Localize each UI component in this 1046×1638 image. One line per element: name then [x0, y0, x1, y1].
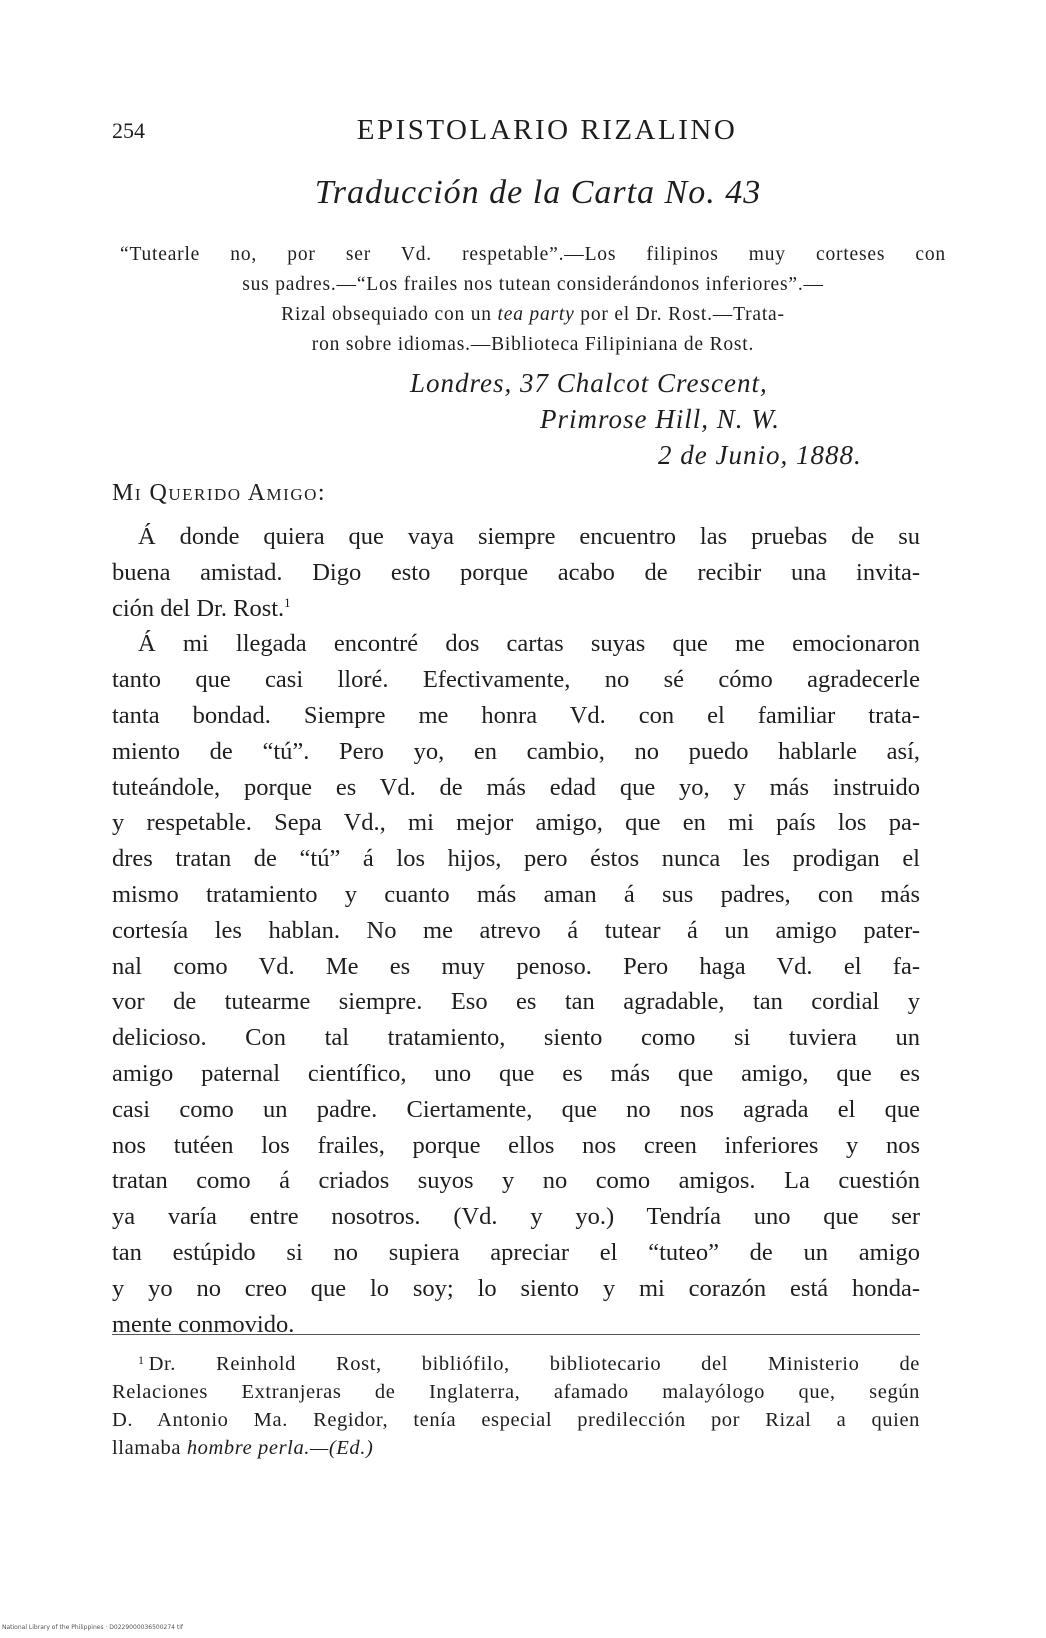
footnote-divider	[112, 1334, 920, 1335]
body-line: vor de tutearme siempre. Eso es tan agradable, tan cordial y	[112, 988, 920, 1016]
paragraph-2	[112, 626, 920, 1342]
letter-title: Traducción de la Carta No. 43	[314, 174, 762, 211]
body-line: mente conmovido.	[112, 1310, 295, 1338]
summary-line: “Tutearle no, por ser Vd. respetable”.—Los filipinos muy corteses con	[120, 244, 946, 265]
footnote	[112, 1346, 920, 1462]
body-line: casi como un padre. Ciertamente, que no nos agrada el que	[112, 1095, 920, 1123]
footnote-line: D. Antonio Ma. Regidor, tenía especial predilección por Rizal a quien	[112, 1409, 920, 1431]
body-line: cortesía les hablan. No me atrevo á tutear á un amigo pater-	[112, 916, 920, 944]
summary-line: sus padres.—“Los frailes nos tutean considerándonos inferiores”.—	[242, 274, 824, 295]
body-line: amigo paternal científico, uno que es más que amigo, que es	[112, 1059, 920, 1087]
body-line: nal como Vd. Me es muy penoso. Pero haga Vd. el fa-	[112, 952, 920, 980]
body-line: y respetable. Sepa Vd., mi mejor amigo, que en mi país los pa-	[112, 809, 920, 837]
date-line: 2 de Junio, 1888.	[658, 440, 862, 470]
body-line: Á donde quiera que vaya siempre encuentro las pruebas de su	[138, 523, 920, 550]
tea-party-phrase: tea party	[497, 304, 575, 325]
body-line: mismo tratamiento y cuanto más aman á sus padres, con más	[112, 880, 920, 908]
page-number: 254	[112, 118, 145, 143]
body-line: ya varía entre nosotros. (Vd. y yo.) Tendría uno que ser	[112, 1203, 920, 1231]
page-header	[112, 114, 952, 154]
footnote-mark: 1	[138, 1353, 145, 1367]
summary-line: ron sobre idiomas.—Biblioteca Filipiniana de Rost.	[311, 334, 755, 355]
body-line: tanta bondad. Siempre me honra Vd. con el familiar trata-	[112, 701, 920, 729]
scan-imprint: National Library of the Philippines · D0229000036500274 tif	[2, 1624, 184, 1631]
body-line: tan estúpido si no supiera apreciar el “tuteo” de un amigo	[112, 1238, 920, 1266]
body-line: nos tutéen los frailes, porque ellos nos creen inferiores y nos	[112, 1131, 920, 1159]
body-line: tratan como á criados suyos y no como amigos. La cuestión	[112, 1167, 920, 1195]
footnote-line: llamaba hombre perla.—(Ed.)	[112, 1437, 374, 1459]
body-line: dres tratan de “tú” á los hijos, pero éstos nunca les prodigan el	[112, 845, 920, 873]
paragraph-1	[112, 519, 920, 626]
salutation: Mi Querido Amigo:	[112, 480, 327, 506]
hombre-perla-phrase: hombre perla.	[186, 1437, 311, 1459]
body-line: ción del Dr. Rost.$^1$	[112, 594, 291, 622]
footnote-reference: 1	[284, 594, 291, 610]
summary-line: Rizal obsequiado con un tea party por el Dr. Rost.—Trata-	[281, 304, 785, 325]
place-line-2: Primrose Hill, N. W.	[540, 404, 781, 434]
body-line: buena amistad. Digo esto porque acabo de recibir una invita-	[112, 558, 920, 586]
running-title: EPISTOLARIO RIZALINO	[356, 114, 738, 146]
body-line: delicioso. Con tal tratamiento, siento como si tuviera un	[112, 1024, 920, 1052]
place-line-1: Londres, 37 Chalcot Crescent,	[410, 368, 768, 398]
letter-summary	[120, 240, 946, 360]
body-line: Á mi llegada encontré dos cartas suyas que me emocionaron	[138, 630, 920, 658]
body-line: miento de “tú”. Pero yo, en cambio, no puedo hablarle así,	[112, 737, 920, 765]
body-line: tanto que casi lloré. Efectivamente, no sé cómo agradecerle	[112, 666, 920, 694]
editor-note: —(Ed.)	[310, 1437, 374, 1459]
letter-body	[112, 519, 920, 1342]
footnote-line: Relaciones Extranjeras de Inglaterra, afamado malayólogo que, según	[112, 1381, 920, 1403]
body-line: tuteándole, porque es Vd. de más edad que yo, y más instruido	[112, 773, 920, 801]
footnote-line: $^1$ Dr. Reinhold Rost, bibliófilo, bibliotecario del Ministerio de	[138, 1353, 920, 1375]
body-line: y yo no creo que lo soy; lo siento y mi corazón está honda-	[112, 1274, 920, 1302]
